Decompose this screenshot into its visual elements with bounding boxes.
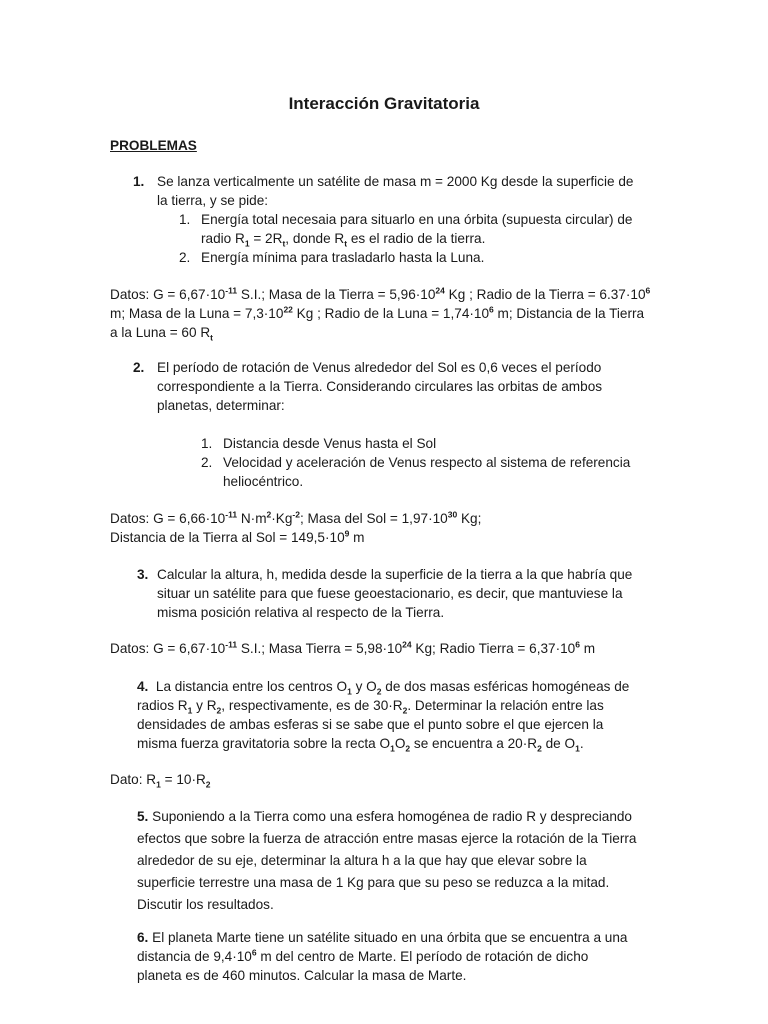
subitem: 2. Velocidad y aceleración de Venus respecto al sistema de referencia heliocéntrico. bbox=[201, 455, 631, 489]
subitem: 1. Distancia desde Venus hasta el Sol bbox=[201, 436, 437, 451]
problem-1-data: Datos: $G = 6,67\cdot 10^{-11}$ S.I.; Masa de la Tierra = $5,96\cdot 10^{24}$ Kg ; Radio de la Tierra = $6.37\cdot 10^6$ m; Masa de la Luna = $7,3\cdot 10^{22}$ Kg ; Radio de la Luna = $1,74\cdot 10^6$ m; Distancia de la Tierra a la Luna = 60 $R_t$ bbox=[110, 285, 651, 343]
problem-1 bbox=[133, 172, 673, 267]
problem-number: 2. bbox=[133, 360, 145, 375]
page-title: Interacción Gravitatoria bbox=[288, 94, 480, 113]
problem-6: 6. El planeta Marte tiene un satélite situado en una órbita que se encuentra a una distancia de $9,4\cdot 10^6$ m del centro de Marte. El período de rotación de dicho planeta es de 460 minutos. Calcular la masa de Marte. bbox=[137, 930, 628, 983]
problem-text: El período de rotación de Venus alrededor del Sol es 0,6 veces el período correspondiente a la Tierra. Considerando circulares las orbitas de ambos planetas, determinar: bbox=[157, 360, 603, 413]
problem-3-data: Datos: $G = 6,67\cdot 10^{-11}$ S.I.; Masa Tierra = $5,98\cdot 10^{24}$ Kg; Radio Tierra = $6,37\cdot 10^6$ m bbox=[110, 639, 596, 656]
problem-4: 4. La distancia entre los centros $O_1$ y $O_2$ de dos masas esféricas homogéneas de radios $R_1$ y $R_2$, respectivamente, es de $30\cdot R_2$. Determinar la relación entre las densidades de ambas esferas si se sabe que el punto sobre el que ejercen la misma fuerza gravitatoria sobre la recta $O_1O_2$ se encuentra a $20\cdot R_2$ de $O_1$. bbox=[137, 679, 630, 754]
problem-number: 1. bbox=[133, 174, 145, 189]
problem-5: 5. Suponiendo a la Tierra como una esfera homogénea de radio R y despreciando efectos que sobre la fuerza de atracción entre masas ejerce la rotación de la Tierra alrededor de su eje, determinar la altura h a la que hay que elevar sobre la superficie terrestre una masa de 1 Kg para que su peso se reduzca a la mitad. Discutir los resultados. bbox=[137, 809, 637, 912]
problem-2-data: Datos: $G = 6,66\cdot 10^{-11}$ $N\cdot m^2\cdot Kg^{-2}$; Masa del Sol = $1,97\cdot 10^{30}$ Kg; Distancia de la Tierra al Sol = $149,5\cdot 10^9$ m bbox=[110, 509, 482, 545]
problem-4-data: Dato: $R_1 = 10\cdot R_2$ bbox=[110, 772, 211, 790]
problem-2-subitems bbox=[201, 434, 671, 491]
subitem: 2. Energía mínima para trasladarlo hasta la Luna. bbox=[179, 250, 485, 265]
problem-number: 3. bbox=[137, 567, 149, 582]
problem-3 bbox=[137, 565, 677, 622]
section-heading: PROBLEMAS bbox=[110, 138, 197, 153]
subitem: 1. Energía total necesaia para situarlo en una órbita (supuesta circular) de radio $R_1 = 2R_t$, donde $R_t$ es el radio de la tierra. bbox=[179, 212, 633, 249]
problem-text: Se lanza verticalmente un satélite de masa m = 2000 Kg desde la superficie de la tierra, y se pide: bbox=[157, 174, 634, 208]
problem-number: 4. bbox=[137, 679, 149, 694]
problem-number: 5. bbox=[137, 809, 149, 824]
problem-2 bbox=[133, 358, 673, 415]
problem-number: 6. bbox=[137, 930, 149, 945]
problem-text: Calcular la altura, h, medida desde la superficie de la tierra a la que habría que situar un satélite para que fuese geoestacionario, es decir, que mantuviese la misma posición relativa al respecto de la Tierra. bbox=[157, 567, 633, 620]
